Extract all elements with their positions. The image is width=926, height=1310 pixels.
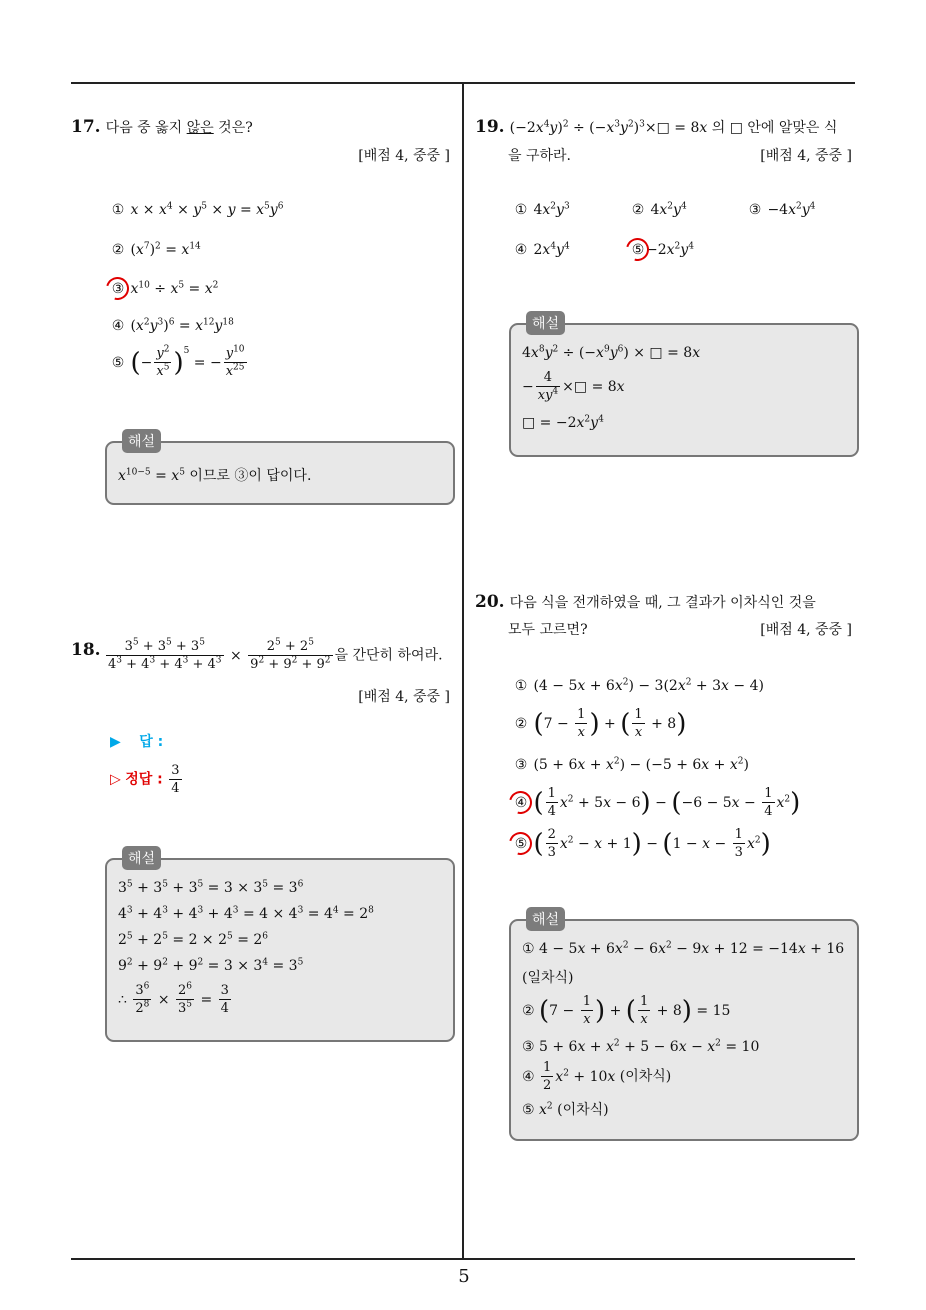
q17-solution-tag: 해설 (122, 429, 161, 453)
q17-header (71, 117, 253, 137)
q20-header (475, 592, 816, 612)
q17-option-5[interactable]: ⑤ (− $\frac{y^2}{x^5}$ )$^5$ = − $\frac{y^{10}}{x^{25}}$ (111, 344, 245, 379)
q18-solution-box (105, 851, 455, 1042)
q19-solution-box (509, 316, 859, 457)
q20-solution-line-4: ④ $\frac{1}{2}$ $x^2 + 10x$ (이차식) (522, 1060, 672, 1093)
bottom-rule (71, 1258, 855, 1260)
q17-solution-box (105, 434, 455, 505)
answer-mark (622, 234, 653, 265)
q19-option-5[interactable]: ⑤ $-2x^2y^4$ (630, 242, 694, 258)
q19-option-3[interactable]: ③ $-4x^2y^4$ (748, 201, 816, 218)
q17-text: 다음 중 옳지 않은 것은? (105, 120, 253, 136)
q18-solution-line-3: $2^5 + 2^5 = 2 \times 2^5 = 2^6$ (118, 931, 269, 948)
q19-solution-line-1: $4x^8y^2 \div (-x^9y^6)$ × □ = 8x (522, 344, 701, 361)
q19-solution-line-2: − $\frac{4}{xy^4}$ ×□ = 8x (522, 370, 625, 403)
q20-solution-line-5: ⑤ $x^2$ (이차식) (522, 1101, 609, 1118)
q18-solution-line-1: $3^5 + 3^5 + 3^5 = 3 \times 3^5 = 3^6$ (118, 879, 304, 896)
column-divider (462, 84, 464, 1258)
q19-number: 19. (475, 117, 505, 137)
q20-solution-line-3: ③ $5 + 6x + x^2 + 5 - 6x - x^2 = 10$ (522, 1038, 760, 1055)
q20-meta: [배점 4, 중중 ] (760, 622, 852, 638)
q20-solution-line-2: ② (7 − $\frac{1}{x}$ ) + ( $\frac{1}{x}$ + 8) = 15 (522, 994, 731, 1027)
q18-solution-line-4: $9^2 + 9^2 + 9^2 = 3 \times 3^4 = 3^5$ (118, 957, 304, 974)
q20-number: 20. (475, 592, 505, 612)
q20-solution-line-1: ① $4 - 5x + 6x^2 - 6x^2 - 9x + 12 = -14x + 16$ (522, 940, 845, 957)
q17-option-4[interactable]: ④ $(x^2y^3)^6 = x^{12}y^{18}$ (111, 317, 234, 334)
q20-option-2[interactable]: ② (7 − $\frac{1}{x}$ ) + ( $\frac{1}{x}$ + 8) (514, 707, 687, 740)
q20-text-line1: 다음 식을 전개하였을 때, 그 결과가 이차식인 것을 (509, 595, 816, 611)
q18-meta: [배점 4, 중중 ] (358, 689, 450, 705)
q19-option-2[interactable]: ② $4x^2y^4$ (631, 201, 687, 218)
q17-number: 17. (71, 117, 101, 137)
q19-option-4[interactable]: ④ $2x^4y^4$ (514, 241, 570, 258)
q20-option-1[interactable]: ① $(4 - 5x + 6x^2) - 3(2x^2 + 3x - 4)$ (514, 677, 764, 694)
q17-option-2[interactable]: ② $(x^7)^2 = x^{14}$ (111, 241, 201, 258)
q18-answer-row[interactable]: ▶ 답 : (110, 734, 164, 750)
q19-option-1[interactable]: ① $4x^2y^3$ (514, 201, 570, 218)
answer-mark (102, 273, 133, 304)
q18-solution-tag: 해설 (122, 846, 161, 870)
q18-header (71, 640, 101, 660)
q20-option-4[interactable]: ④ ( $\frac{1}{4}$ $x^2 + 5x - 6) - (-6 - 5x$ − $\frac{1}{4}$ $x^2$) (513, 785, 800, 820)
q17-option-3[interactable]: ③ $x^{10} \div x^5 = x^2$ (110, 281, 218, 297)
answer-mark (505, 827, 536, 858)
q18-solution-line-5: ∴ $\frac{3^6}{2^8}$ × $\frac{2^6}{3^5}$ = $\frac{3}{4}$ (118, 981, 229, 1016)
q18-number: 18. (71, 640, 101, 660)
q20-text-line2: 모두 고르면? (508, 622, 588, 638)
q17-meta: [배점 4, 중중 ] (358, 148, 450, 164)
q17-option-1[interactable]: ① $x \times x^4 \times y^5 \times y = x^5y^6$ (111, 201, 284, 218)
q19-meta: [배점 4, 중중 ] (760, 148, 852, 164)
q19-solution-line-3: □ = $-2x^2y^4$ (522, 414, 604, 431)
q18-correct-row: ▷ 정답 : $\frac{3}{4}$ (110, 763, 180, 796)
q18-solution-line-2: $4^3 + 4^3 + 4^3 + 4^3 = 4 \times 4^3 = 4^4 = 2^8$ (118, 905, 374, 922)
answer-mark (505, 786, 536, 817)
q20-solution-box (509, 912, 859, 1141)
answer-arrow-icon: ▶ (110, 734, 121, 750)
q19-solution-tag: 해설 (526, 311, 565, 335)
q20-solution-line-1b: (일차식) (522, 970, 574, 986)
correct-arrow-icon: ▷ (110, 771, 121, 788)
page-number: 5 (458, 1266, 470, 1287)
q19-header: 19. $(-2x^4y)^2$ ÷ $(-x^3y^2)^3\times□ = 8x$ 의 □ 안에 알맞은 식 (475, 117, 838, 137)
q20-solution-tag: 해설 (526, 907, 565, 931)
q20-option-5[interactable]: ⑤ ( $\frac{2}{3}$ $x^2 - x + 1) - (1 - x$ − $\frac{1}{3}$ $x^2$) (513, 826, 771, 861)
q18-expression: $\frac{3^5 + 3^5 + 3^5}{4^3 + 4^3 + 4^3 + 4^3}$ × $\frac{2^5 + 2^5}{9^2 + 9^2 + 9^2}$ 을 간단히 하여라. (108, 637, 443, 672)
q17-solution-text: $x^{10-5} = x^5$ 이므로 ③이 답이다. (118, 467, 312, 484)
q19-text-line2: 을 구하라. (508, 148, 571, 164)
q20-option-3[interactable]: ③ $(5 + 6x + x^2) - (-5 + 6x + x^2)$ (514, 756, 749, 773)
